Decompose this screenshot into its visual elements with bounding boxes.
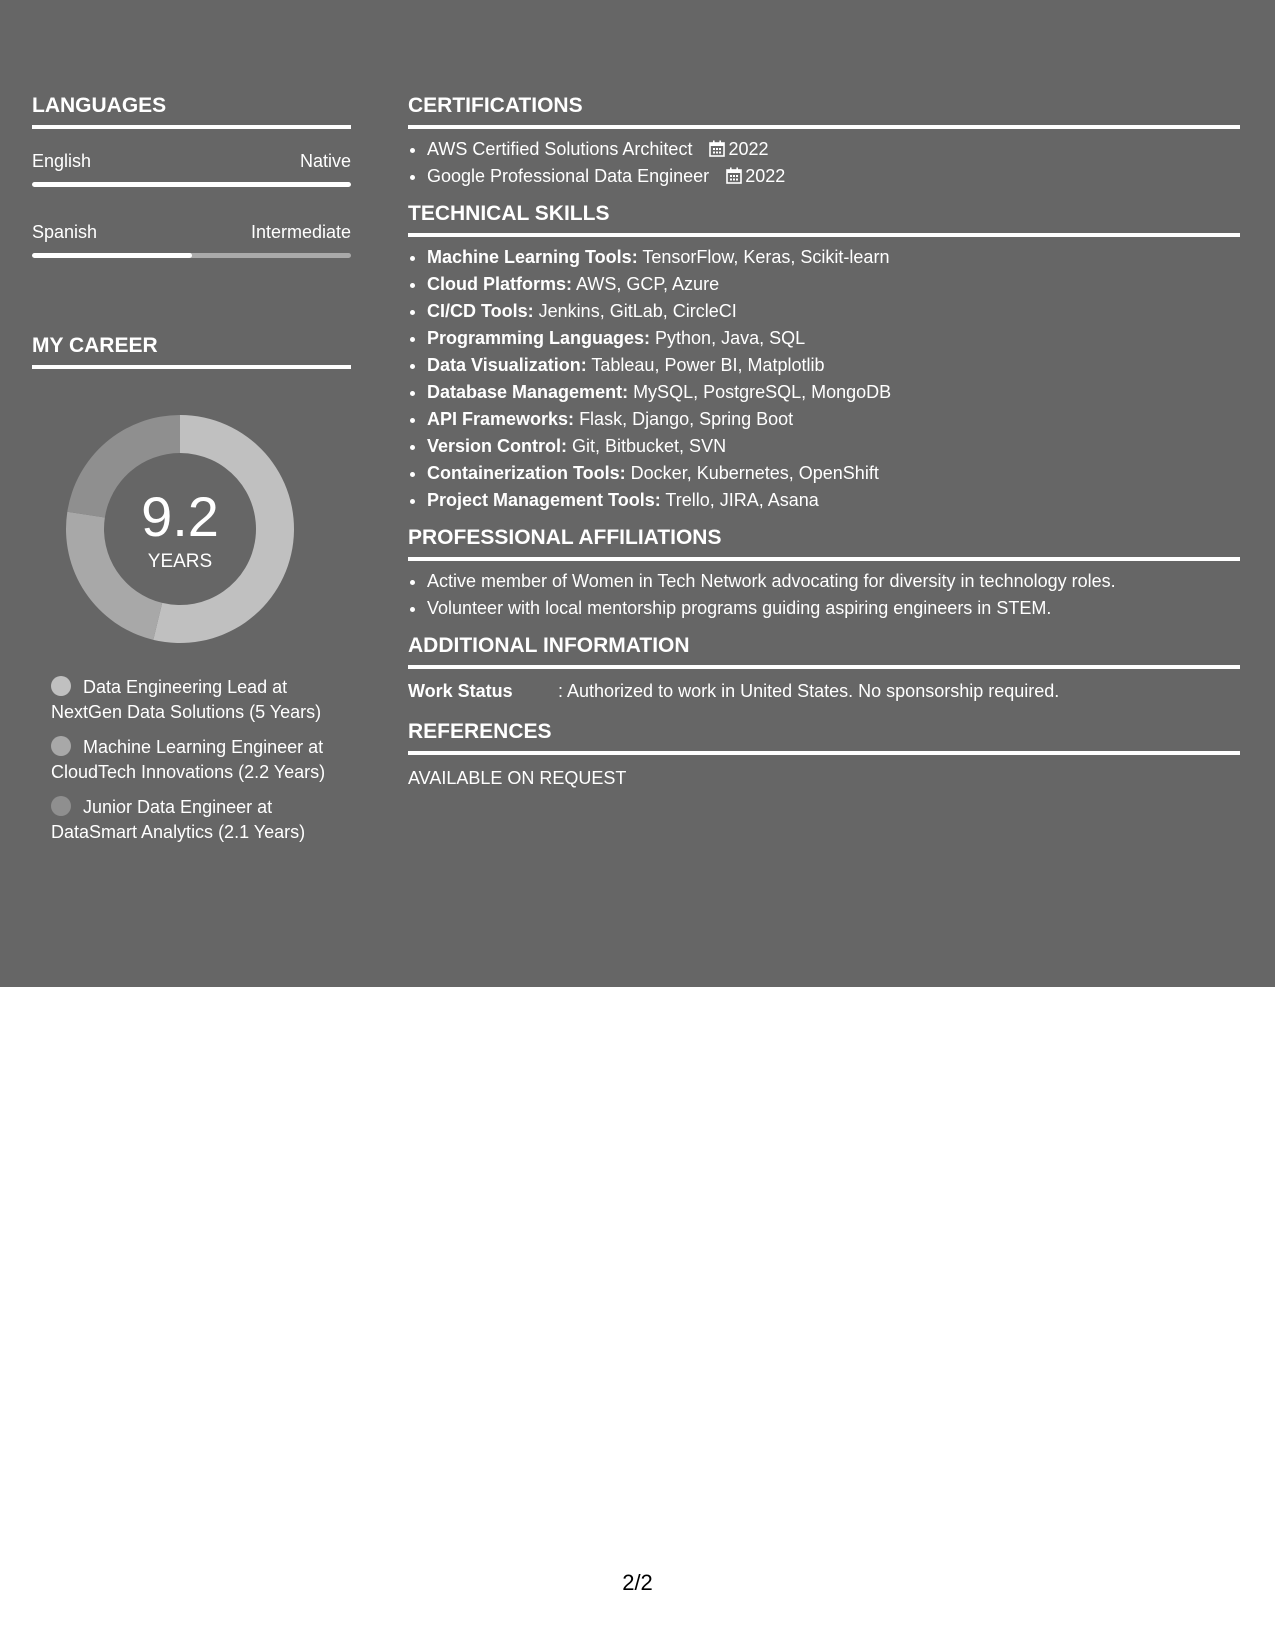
skill-item	[427, 379, 1240, 406]
career-role-text: Data Engineering Lead at NextGen Data Solutions (5 Years)	[51, 677, 322, 722]
language-name: Spanish	[32, 222, 98, 242]
career-role-item	[51, 735, 326, 784]
skill-item	[427, 325, 1240, 352]
language-item-english	[32, 150, 351, 187]
skill-value: Docker, Kubernetes, OpenShift	[625, 463, 879, 483]
skill-label: Machine Learning Tools:	[427, 247, 638, 267]
skill-value: Tableau, Power BI, Matplotlib	[586, 355, 825, 375]
work-status-value: : Authorized to work in United States. No sponsorship required.	[558, 681, 1060, 701]
skill-item	[427, 487, 1240, 514]
skill-label: Database Management:	[427, 382, 629, 402]
career-legend-dot	[51, 796, 71, 816]
career-role-text: Machine Learning Engineer at CloudTech Innovations (2.2 Years)	[51, 737, 326, 782]
language-level: Native	[299, 151, 351, 171]
career-total-years: 9.2	[141, 485, 219, 548]
skill-item	[427, 460, 1240, 487]
skill-value: TensorFlow, Keras, Scikit-learn	[637, 247, 890, 267]
affiliation-item: • Active member of Women in Tech Network advocating for diversity in technology roles.	[427, 568, 1240, 595]
certification-name: Google Professional Data Engineer	[427, 166, 710, 186]
language-proficiency-fill	[32, 253, 192, 258]
language-name: English	[32, 151, 92, 171]
skill-value: Trello, JIRA, Asana	[660, 490, 819, 510]
career-legend-dot	[51, 736, 71, 756]
language-proficiency-fill	[32, 182, 351, 187]
calendar-icon	[709, 140, 725, 157]
right-column	[408, 94, 1240, 789]
skill-item	[427, 271, 1240, 298]
references-text: AVAILABLE ON REQUEST	[408, 768, 627, 788]
affiliations-heading: PROFESSIONAL AFFILIATIONS	[408, 526, 1240, 561]
career-role-item	[51, 795, 326, 844]
skill-label: Version Control:	[427, 436, 568, 456]
language-proficiency-bar	[32, 182, 351, 187]
career-role-list	[51, 675, 326, 844]
page-number: 2/2	[622, 1570, 653, 1595]
skill-item	[427, 433, 1240, 460]
career-legend-dot	[51, 676, 71, 696]
language-proficiency-bar	[32, 253, 351, 258]
certification-name: AWS Certified Solutions Architect	[427, 139, 693, 159]
skill-label: CI/CD Tools:	[427, 301, 534, 321]
affiliation-item: • Volunteer with local mentorship programs guiding aspiring engineers in STEM.	[427, 595, 1240, 622]
skill-item	[427, 244, 1240, 271]
skill-label: Project Management Tools:	[427, 490, 661, 510]
technical-skills-list	[408, 244, 1240, 514]
skill-label: Cloud Platforms:	[427, 274, 573, 294]
skill-value: Jenkins, GitLab, CircleCI	[533, 301, 737, 321]
left-column	[32, 94, 351, 855]
skill-label: Containerization Tools:	[427, 463, 626, 483]
language-item-spanish	[32, 221, 351, 258]
career-heading: MY CAREER	[32, 334, 351, 369]
skill-value: Git, Bitbucket, SVN	[567, 436, 727, 456]
certifications-list	[408, 136, 1240, 190]
certification-year: 2022	[728, 139, 769, 159]
references-heading: REFERENCES	[408, 720, 1240, 755]
affiliations-list	[408, 568, 1240, 622]
skill-item	[427, 298, 1240, 325]
career-years-unit: YEARS	[147, 551, 213, 572]
certifications-heading: CERTIFICATIONS	[408, 94, 1240, 129]
certification-year: 2022	[745, 166, 786, 186]
language-level: Intermediate	[250, 222, 351, 242]
skill-value: AWS, GCP, Azure	[572, 274, 720, 294]
career-role-item	[51, 675, 326, 724]
skill-label: Data Visualization:	[427, 355, 587, 375]
skill-label: API Frameworks:	[427, 409, 575, 429]
technical-skills-heading: TECHNICAL SKILLS	[408, 202, 1240, 237]
skill-label: Programming Languages:	[427, 328, 651, 348]
additional-info-heading: ADDITIONAL INFORMATION	[408, 634, 1240, 669]
career-donut-chart	[66, 415, 294, 643]
skill-value: Flask, Django, Spring Boot	[574, 409, 794, 429]
skill-item	[427, 352, 1240, 379]
career-role-text: Junior Data Engineer at DataSmart Analytics (2.1 Years)	[51, 797, 306, 842]
certification-item	[427, 163, 1240, 190]
work-status-row	[408, 680, 1240, 702]
calendar-icon	[726, 167, 742, 184]
skill-item	[427, 406, 1240, 433]
skill-value: MySQL, PostgreSQL, MongoDB	[628, 382, 892, 402]
skill-value: Python, Java, SQL	[650, 328, 806, 348]
work-status-label: Work Status	[408, 681, 513, 701]
certification-item	[427, 136, 1240, 163]
languages-heading: LANGUAGES	[32, 94, 351, 129]
